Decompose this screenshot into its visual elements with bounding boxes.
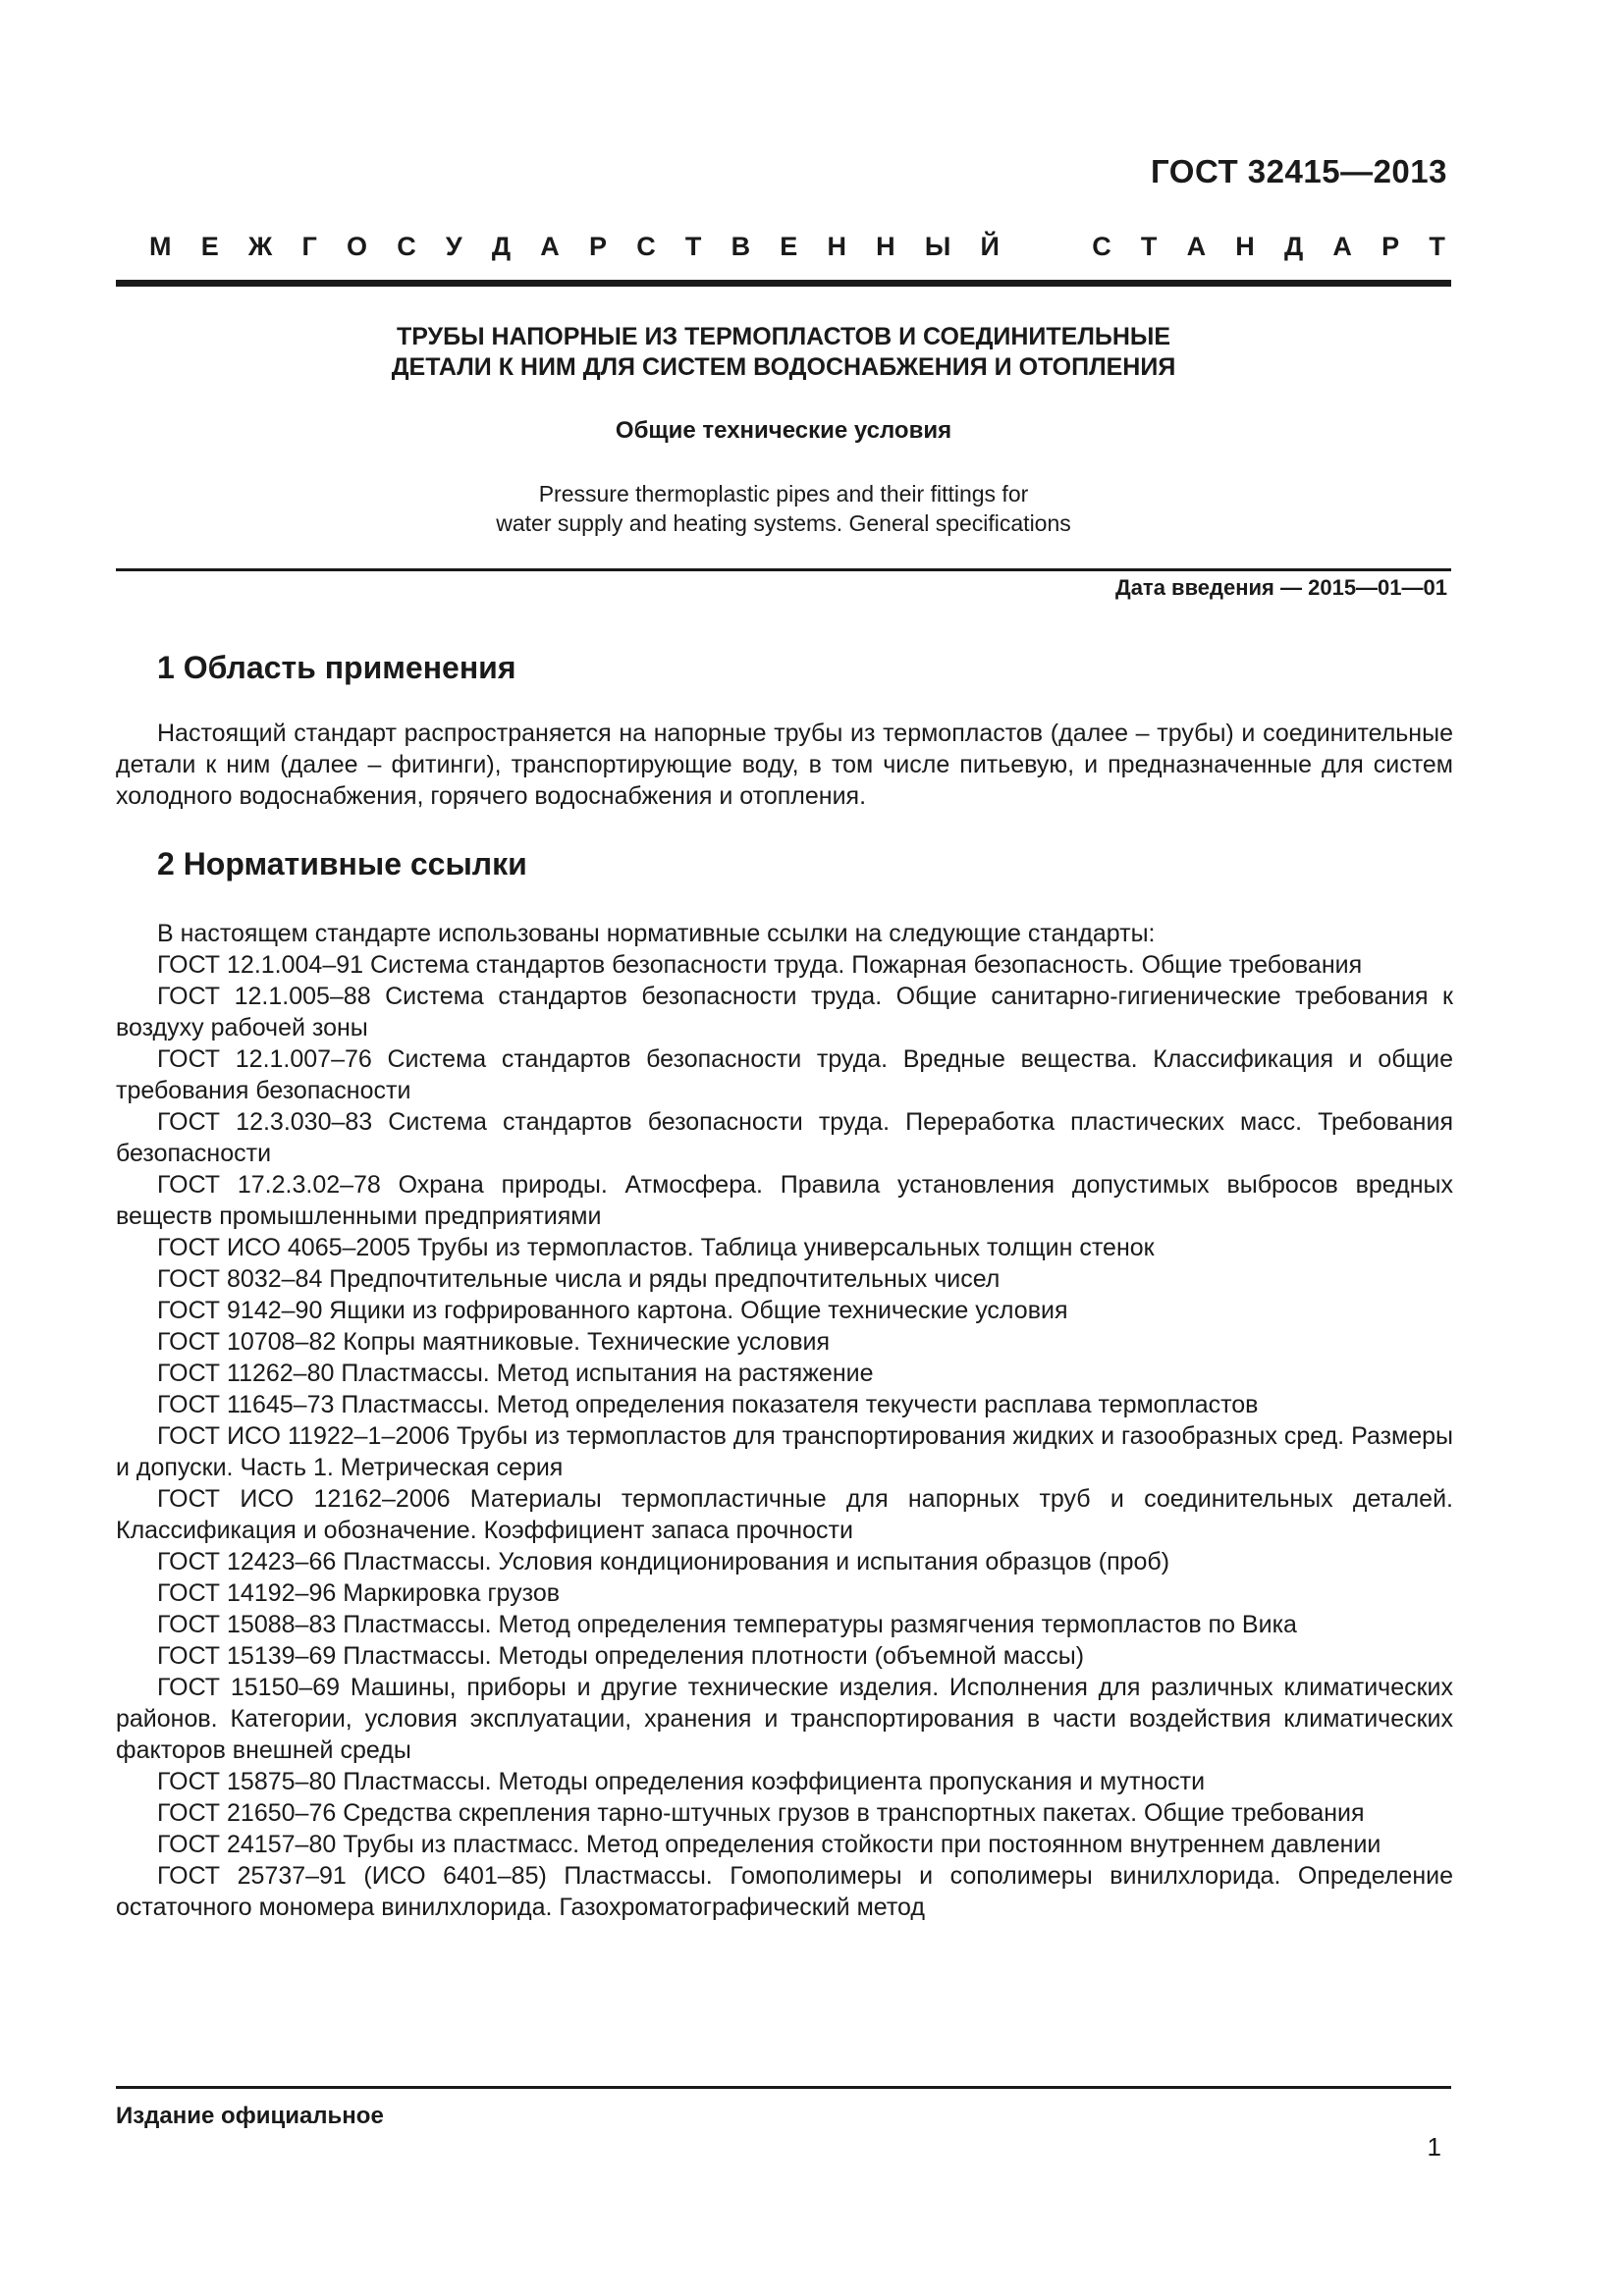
reference-item: ГОСТ 12.3.030–83 Система стандартов безопасности труда. Переработка пластических масс. Требования безопасности <box>116 1108 1453 1167</box>
label-letter: В <box>731 232 751 261</box>
reference-item: ГОСТ 21650–76 Средства скрепления тарно-штучных грузов в транспортных пакетах. Общие требования <box>157 1799 1365 1827</box>
reference-item: ГОСТ 9142–90 Ящики из гофрированного картона. Общие технические условия <box>157 1297 1068 1324</box>
label-letter: Е <box>200 232 219 261</box>
reference-item: ГОСТ ИСО 11922–1–2006 Трубы из термопластов для транспортирования жидких и газообразных сред. Размеры и допуски. Часть 1. Метрическая серия <box>116 1422 1453 1481</box>
document-title <box>116 322 1451 383</box>
label-letter: Т <box>1140 232 1158 261</box>
title-divider <box>116 568 1451 571</box>
reference-item: ГОСТ 11645–73 Пластмассы. Метод определения показателя текучести расплава термопластов <box>157 1391 1259 1418</box>
title-line: ДЕТАЛИ К НИМ ДЛЯ СИСТЕМ ВОДОСНАБЖЕНИЯ И ОТОПЛЕНИЯ <box>391 353 1176 381</box>
english-title-line: water supply and heating systems. General specifications <box>496 510 1071 536</box>
english-title <box>116 479 1451 538</box>
interstate-standard-label <box>149 232 1445 262</box>
reference-item: ГОСТ ИСО 4065–2005 Трубы из термопластов. Таблица универсальных толщин стенок <box>157 1234 1155 1261</box>
introduction-date: Дата введения — 2015—01—01 <box>1115 575 1447 600</box>
label-letter: Н <box>1235 232 1255 261</box>
label-letter: М <box>149 232 172 261</box>
label-letter: А <box>540 232 560 261</box>
label-letter: А <box>1186 232 1207 261</box>
section-1-heading: 1 Область применения <box>157 650 516 685</box>
label-letter: Р <box>1381 232 1400 261</box>
label-letter: У <box>445 232 462 261</box>
label-letter: Т <box>684 232 702 261</box>
label-letter: Й <box>980 232 1000 261</box>
label-letter: Н <box>827 232 846 261</box>
label-letter: О <box>346 232 367 261</box>
page-number: 1 <box>1427 2132 1441 2162</box>
label-letter: С <box>1092 232 1111 261</box>
label-letter: Г <box>301 232 317 261</box>
label-letter: С <box>397 232 416 261</box>
reference-item: ГОСТ 12.1.005–88 Система стандартов безопасности труда. Общие санитарно-гигиенические требования к воздуху рабочей зоны <box>116 983 1453 1041</box>
reference-item: ГОСТ 24157–80 Трубы из пластмасс. Метод определения стойкости при постоянном внутреннем давлении <box>157 1831 1381 1858</box>
reference-item: ГОСТ 25737–91 (ИСО 6401–85) Пластмассы. Гомополимеры и сополимеры винилхлорида. Определение остаточного мономера винилхлорида. Газохроматографический метод <box>116 1862 1453 1921</box>
label-letter: Д <box>1283 232 1304 261</box>
header-divider <box>116 280 1451 287</box>
reference-item: ГОСТ 12.1.004–91 Система стандартов безопасности труда. Пожарная безопасность. Общие требования <box>157 951 1363 979</box>
references-intro: В настоящем стандарте использованы нормативные ссылки на следующие стандарты: <box>157 920 1156 947</box>
label-letter: Д <box>491 232 512 261</box>
reference-item: ГОСТ 14192–96 Маркировка грузов <box>157 1579 561 1607</box>
reference-item: ГОСТ 15088–83 Пластмассы. Метод определения температуры размягчения термопластов по Вика <box>157 1611 1297 1638</box>
document-code: ГОСТ 32415—2013 <box>1151 153 1447 189</box>
reference-item: ГОСТ ИСО 12162–2006 Материалы термопластичные для напорных труб и соединительных деталей. Классификация и обозначение. Коэффициент запаса прочности <box>116 1485 1453 1544</box>
reference-item: ГОСТ 12.1.007–76 Система стандартов безопасности труда. Вредные вещества. Классификация и общие требования безопасности <box>116 1045 1453 1104</box>
reference-item: ГОСТ 15150–69 Машины, приборы и другие технические изделия. Исполнения для различных климатических районов. Категории, условия эксплуатации, хранения и транспортирования в части воздействия климатических факторов внешней среды <box>116 1674 1453 1764</box>
label-letter: Ж <box>247 232 273 261</box>
label-letter: С <box>636 232 656 261</box>
label-letter: Т <box>1429 232 1445 261</box>
footer-divider <box>116 2086 1451 2089</box>
official-edition-label: Издание официальное <box>116 2103 384 2129</box>
label-letter: Ы <box>924 232 951 261</box>
label-letter: Е <box>780 232 798 261</box>
title-line: ТРУБЫ НАПОРНЫЕ ИЗ ТЕРМОПЛАСТОВ И СОЕДИНИТЕЛЬНЫЕ <box>396 323 1171 350</box>
normative-references-list <box>116 918 1453 1923</box>
label-letter: А <box>1332 232 1352 261</box>
reference-item: ГОСТ 12423–66 Пластмассы. Условия кондиционирования и испытания образцов (проб) <box>157 1548 1170 1575</box>
reference-item: ГОСТ 11262–80 Пластмассы. Метод испытания на растяжение <box>157 1360 874 1387</box>
reference-item: ГОСТ 15139–69 Пластмассы. Методы определения плотности (объемной массы) <box>157 1642 1085 1670</box>
reference-item: ГОСТ 10708–82 Копры маятниковые. Технические условия <box>157 1328 830 1356</box>
reference-item: ГОСТ 15875–80 Пластмассы. Методы определения коэффициента пропускания и мутности <box>157 1768 1206 1795</box>
label-letter: Р <box>588 232 607 261</box>
label-gap <box>1029 232 1062 262</box>
section-2-heading: 2 Нормативные ссылки <box>157 846 527 881</box>
reference-item: ГОСТ 8032–84 Предпочтительные числа и ряды предпочтительных чисел <box>157 1265 1001 1293</box>
english-title-line: Pressure thermoplastic pipes and their fittings for <box>538 481 1029 507</box>
label-letter: Н <box>876 232 895 261</box>
document-subtitle: Общие технические условия <box>615 417 952 444</box>
section-1-paragraph: Настоящий стандарт распространяется на напорные трубы из термопластов (далее – трубы) и соединительные детали к ним (далее – фитинги), транспортирующие воду, в том числе питьевую, и предназначенные для систем холодного водоснабжения, горячего водоснабжения и отопления. <box>116 720 1453 810</box>
reference-item: ГОСТ 17.2.3.02–78 Охрана природы. Атмосфера. Правила установления допустимых выбросов вредных веществ промышленными предприятиями <box>116 1171 1453 1230</box>
